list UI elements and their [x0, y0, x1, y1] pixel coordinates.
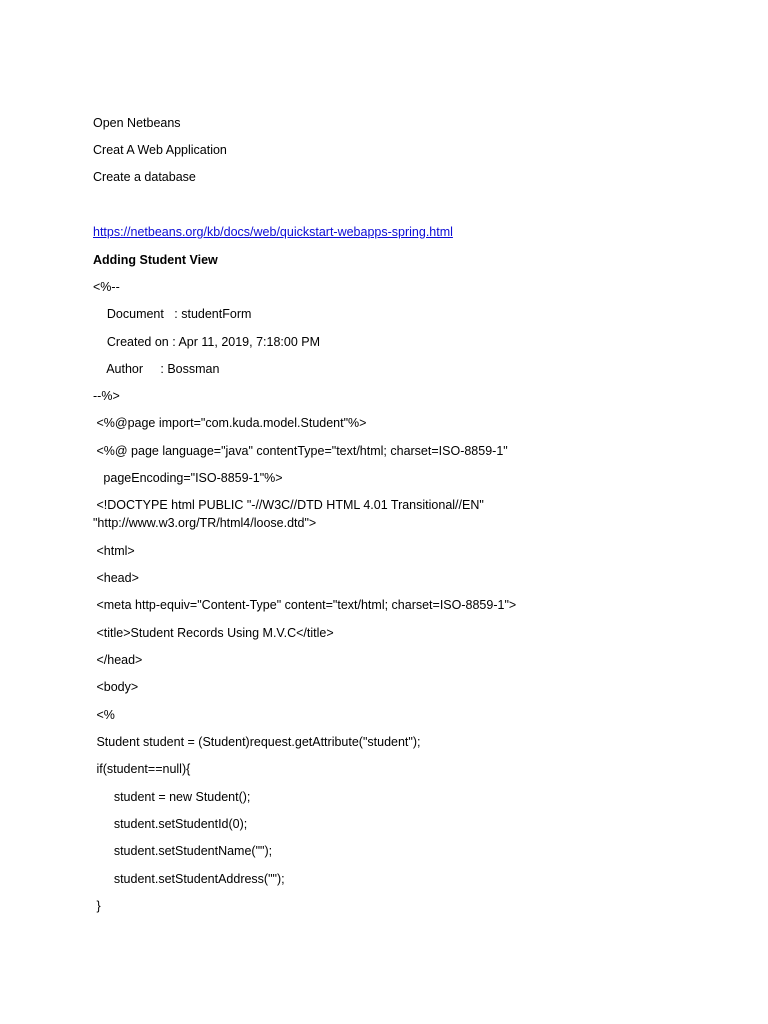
code-line: "http://www.w3.org/TR/html4/loose.dtd"> — [93, 516, 317, 530]
code-line: <head> — [93, 571, 139, 585]
step-create-web-app: Creat A Web Application — [93, 143, 227, 157]
code-line: <% — [93, 708, 115, 722]
code-line: student = new Student(); — [93, 790, 251, 804]
code-line: Created on : Apr 11, 2019, 7:18:00 PM — [93, 335, 320, 349]
step-open-netbeans: Open Netbeans — [93, 116, 181, 130]
code-line: <meta http-equiv="Content-Type" content="text/html; charset=ISO-8859-1"> — [93, 598, 517, 612]
code-line: pageEncoding="ISO-8859-1"%> — [93, 471, 283, 485]
code-line: } — [93, 899, 101, 913]
netbeans-tutorial-link[interactable]: https://netbeans.org/kb/docs/web/quickstart-webapps-spring.html — [93, 225, 453, 239]
code-line: Document : studentForm — [93, 307, 252, 321]
code-line: student.setStudentId(0); — [93, 817, 248, 831]
code-line: <!DOCTYPE html PUBLIC "-//W3C//DTD HTML 4.01 Transitional//EN" — [93, 498, 484, 512]
code-line: --%> — [93, 389, 120, 403]
code-line: <html> — [93, 544, 135, 558]
code-line: </head> — [93, 653, 143, 667]
section-heading: Adding Student View — [93, 253, 218, 267]
code-line: <title>Student Records Using M.V.C</title> — [93, 626, 334, 640]
code-line: student.setStudentName(""); — [93, 844, 273, 858]
code-line: <%@page import="com.kuda.model.Student"%> — [93, 416, 367, 430]
code-line: Author : Bossman — [93, 362, 220, 376]
code-line: Student student = (Student)request.getAttribute("student"); — [93, 735, 421, 749]
step-create-database: Create a database — [93, 170, 196, 184]
code-line: student.setStudentAddress(""); — [93, 872, 285, 886]
code-line: <%@ page language="java" contentType="text/html; charset=ISO-8859-1" — [93, 444, 508, 458]
code-line: <body> — [93, 680, 139, 694]
code-line: if(student==null){ — [93, 762, 191, 776]
code-line: <%-- — [93, 280, 120, 294]
